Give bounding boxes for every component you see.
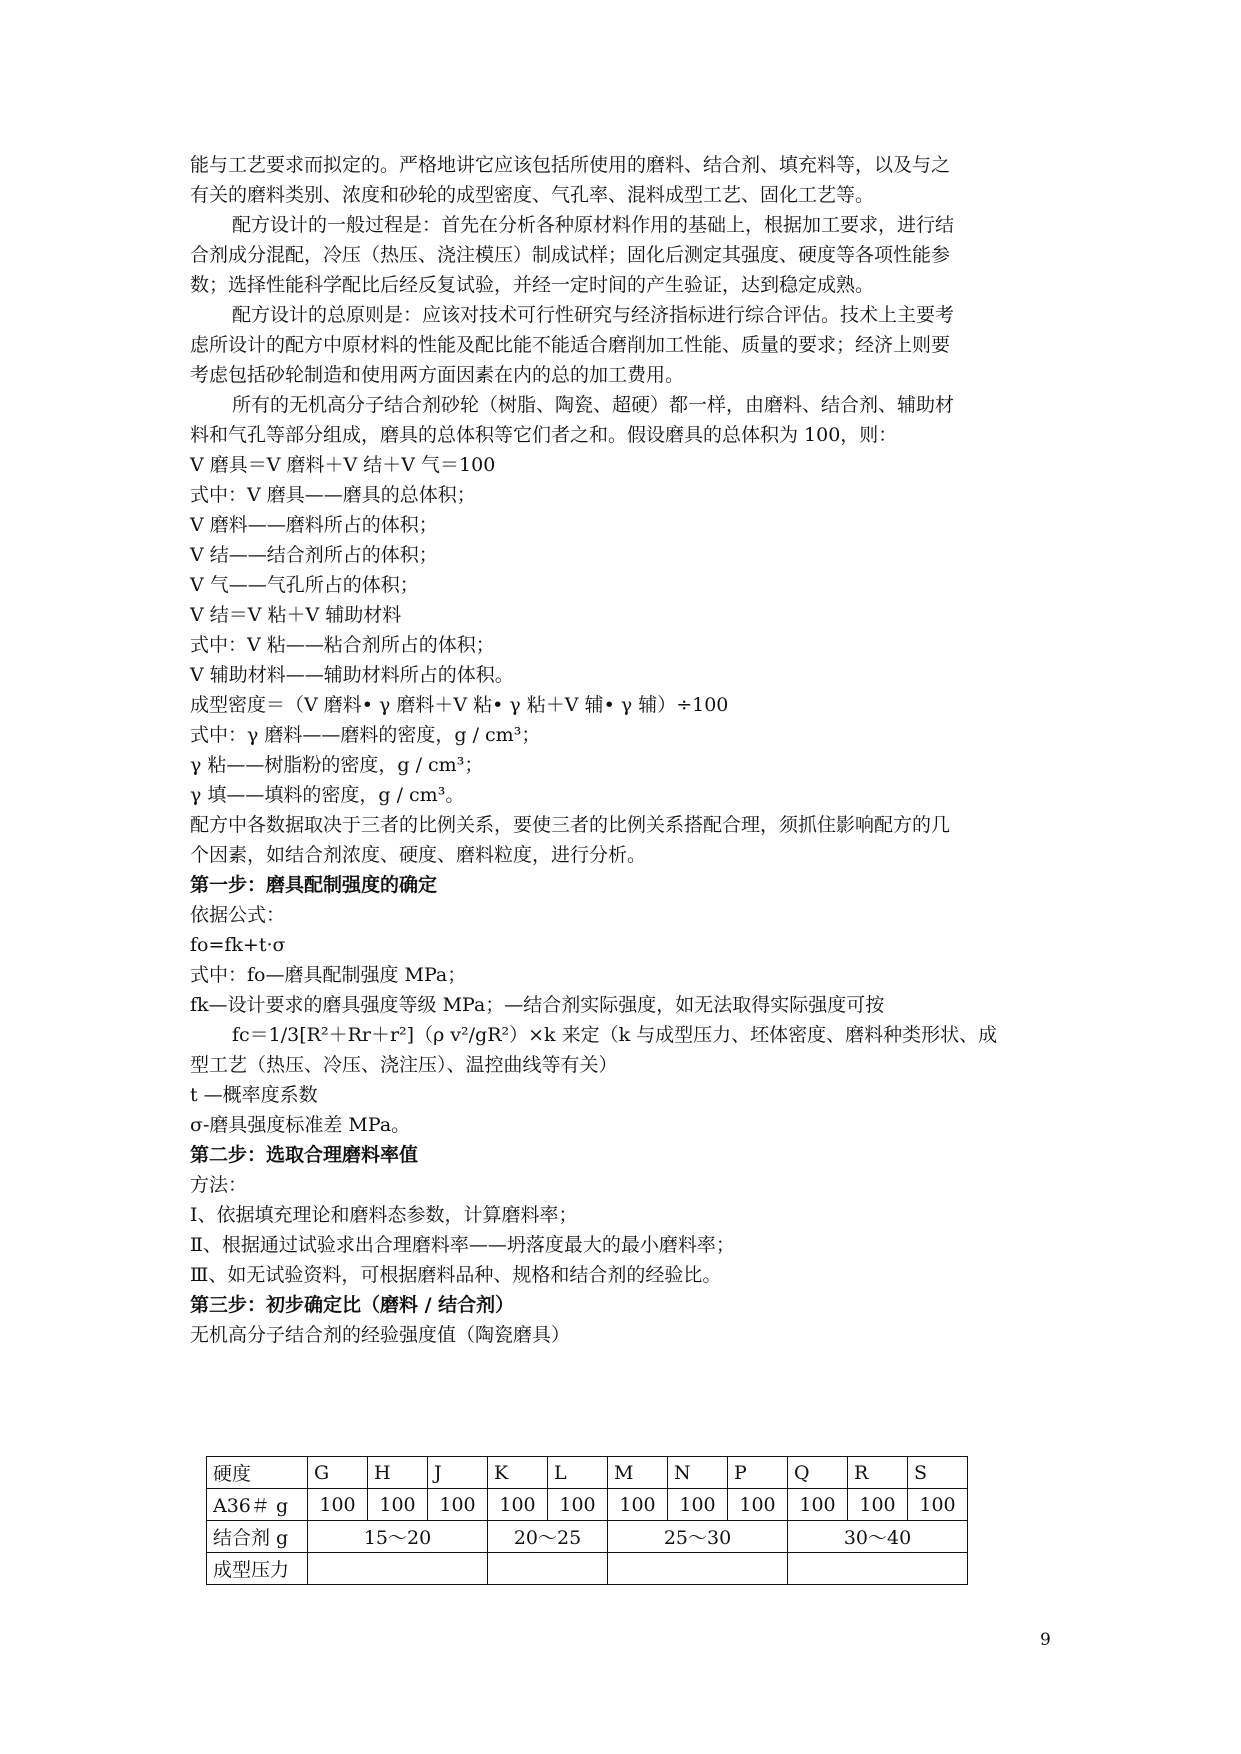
text-line: 有关的磨料类别、浓度和砂轮的成型密度、气孔率、混料成型工艺、固化工艺等。 [190,184,875,206]
section-heading: 第一步：磨具配制强度的确定 [190,874,438,896]
text-line: Ⅲ、如无试验资料，可根据磨料品种、规格和结合剂的经验比。 [190,1264,722,1286]
abrasive-value: 100 [728,1489,788,1521]
grade-cell: P [728,1457,788,1489]
grade-cell: Q [788,1457,848,1489]
abrasive-value: 100 [428,1489,488,1521]
text-line: σ-磨具强度标准差 MPa。 [190,1114,411,1136]
text-line: 式中：V 粘——粘合剂所占的体积； [190,634,495,656]
text-line: 无机高分子结合剂的经验强度值（陶瓷磨具） [190,1324,571,1346]
text-line: 数；选择性能科学配比后经反复试验，并经一定时间的产生验证，达到稳定成熟。 [190,274,875,296]
text-line: V 辅助材料——辅助材料所占的体积。 [190,664,514,686]
text-line: fo=fk+t·σ [190,934,286,956]
abrasive-value: 100 [548,1489,608,1521]
abrasive-value: 100 [368,1489,428,1521]
pressure-cell [488,1553,608,1585]
text-line: V 结＝V 粘＋V 辅助材料 [190,604,402,626]
grade-cell: H [368,1457,428,1489]
grade-cell: K [488,1457,548,1489]
text-line: Ⅱ、根据通过试验求出合理磨料率——坍落度最大的最小磨料率； [190,1234,735,1256]
grade-cell: R [848,1457,908,1489]
text-line: γ 粘——树脂粉的密度，g / cm³； [190,754,484,776]
binder-range: 15～20 [308,1521,488,1553]
text-line: t —概率度系数 [190,1084,318,1106]
pressure-cell [308,1553,488,1585]
abrasive-value: 100 [848,1489,908,1521]
text-line: 方法： [190,1174,248,1196]
abrasive-value: 100 [488,1489,548,1521]
text-line: 配方设计的一般过程是：首先在分析各种原材料作用的基础上，根据加工要求，进行结 [232,214,955,236]
text-line: V 结——结合剂所占的体积； [190,544,438,566]
abrasive-value: 100 [608,1489,668,1521]
text-line: 式中：fo—磨具配制强度 MPa； [190,964,467,986]
text-line: 合剂成分混配，冷压（热压、浇注模压）制成试样；固化后测定其强度、硬度等各项性能参 [190,244,951,266]
document-body [190,150,1050,1350]
grade-cell: M [608,1457,668,1489]
text-line: V 磨具＝V 磨料＋V 结＋V 气＝100 [190,454,496,476]
text-line: fk—设计要求的磨具强度等级 MPa；—结合剂实际强度，如无法取得实际强度可按 [190,994,885,1016]
pressure-cell [608,1553,788,1585]
text-line: 成型密度＝（V 磨料• γ 磨料＋V 粘• γ 粘＋V 辅• γ 辅）÷100 [190,694,729,716]
text-line: 能与工艺要求而拟定的。严格地讲它应该包括所使用的磨料、结合剂、填充料等，以及与之 [190,154,951,176]
text-line: 料和气孔等部分组成，磨具的总体积等它们者之和。假设磨具的总体积为 100，则： [190,424,898,446]
table-row-hardness [207,1457,968,1489]
abrasive-label: A36＃ g [207,1489,308,1521]
page-number: 9 [1040,1630,1051,1650]
grade-cell: S [908,1457,968,1489]
text-line: 虑所设计的配方中原材料的性能及配比能不能适合磨削加工性能、质量的要求；经济上则要 [190,334,951,356]
abrasive-value: 100 [668,1489,728,1521]
text-line: 考虑包括砂轮制造和使用两方面因素在内的总的加工费用。 [190,364,685,386]
text-line: 所有的无机高分子结合剂砂轮（树脂、陶瓷、超硬）都一样，由磨料、结合剂、辅助材 [232,394,955,416]
strength-table [206,1456,968,1585]
grade-cell: G [308,1457,368,1489]
binder-range: 20～25 [488,1521,608,1553]
text-line: V 气——气孔所占的体积； [190,574,419,596]
binder-range: 25～30 [608,1521,788,1553]
table-row-abrasive [207,1489,968,1521]
text-line: 配方设计的总原则是：应该对技术可行性研究与经济指标进行综合评估。技术上主要考 [232,304,955,326]
text-line: fc＝1/3[R²＋Rr＋r²]（ρ v²/gR²）×k 来定（k 与成型压力、坯体密度、磨料种类形状、成 [232,1024,998,1046]
table-row-pressure [207,1553,968,1585]
grade-cell: N [668,1457,728,1489]
text-line: 个因素，如结合剂浓度、硬度、磨料粒度，进行分析。 [190,844,647,866]
binder-label: 结合剂 g [207,1521,308,1553]
section-heading: 第三步：初步确定比（磨料 / 结合剂） [190,1294,515,1316]
grade-cell: J [428,1457,488,1489]
text-line: 式中：V 磨具——磨具的总体积； [190,484,476,506]
pressure-label: 成型压力 [207,1553,308,1585]
grade-cell: L [548,1457,608,1489]
text-line: Ⅰ、依据填充理论和磨料态参数，计算磨料率； [190,1204,578,1226]
abrasive-value: 100 [308,1489,368,1521]
text-line: 型工艺（热压、冷压、浇注压）、温控曲线等有关） [190,1054,618,1076]
binder-range: 30～40 [788,1521,968,1553]
section-heading: 第二步：选取合理磨料率值 [190,1144,419,1166]
abrasive-value: 100 [788,1489,848,1521]
table-row-binder [207,1521,968,1553]
abrasive-value: 100 [908,1489,968,1521]
text-line: 依据公式： [190,904,286,926]
text-line: γ 填——填料的密度，g / cm³。 [190,784,465,806]
text-line: 配方中各数据取决于三者的比例关系，要使三者的比例关系搭配合理，须抓住影响配方的几 [190,814,951,836]
text-line: 式中：γ 磨料——磨料的密度，g / cm³； [190,724,541,746]
table-header-hardness: 硬度 [207,1457,308,1489]
text-line: V 磨料——磨料所占的体积； [190,514,438,536]
pressure-cell [788,1553,968,1585]
